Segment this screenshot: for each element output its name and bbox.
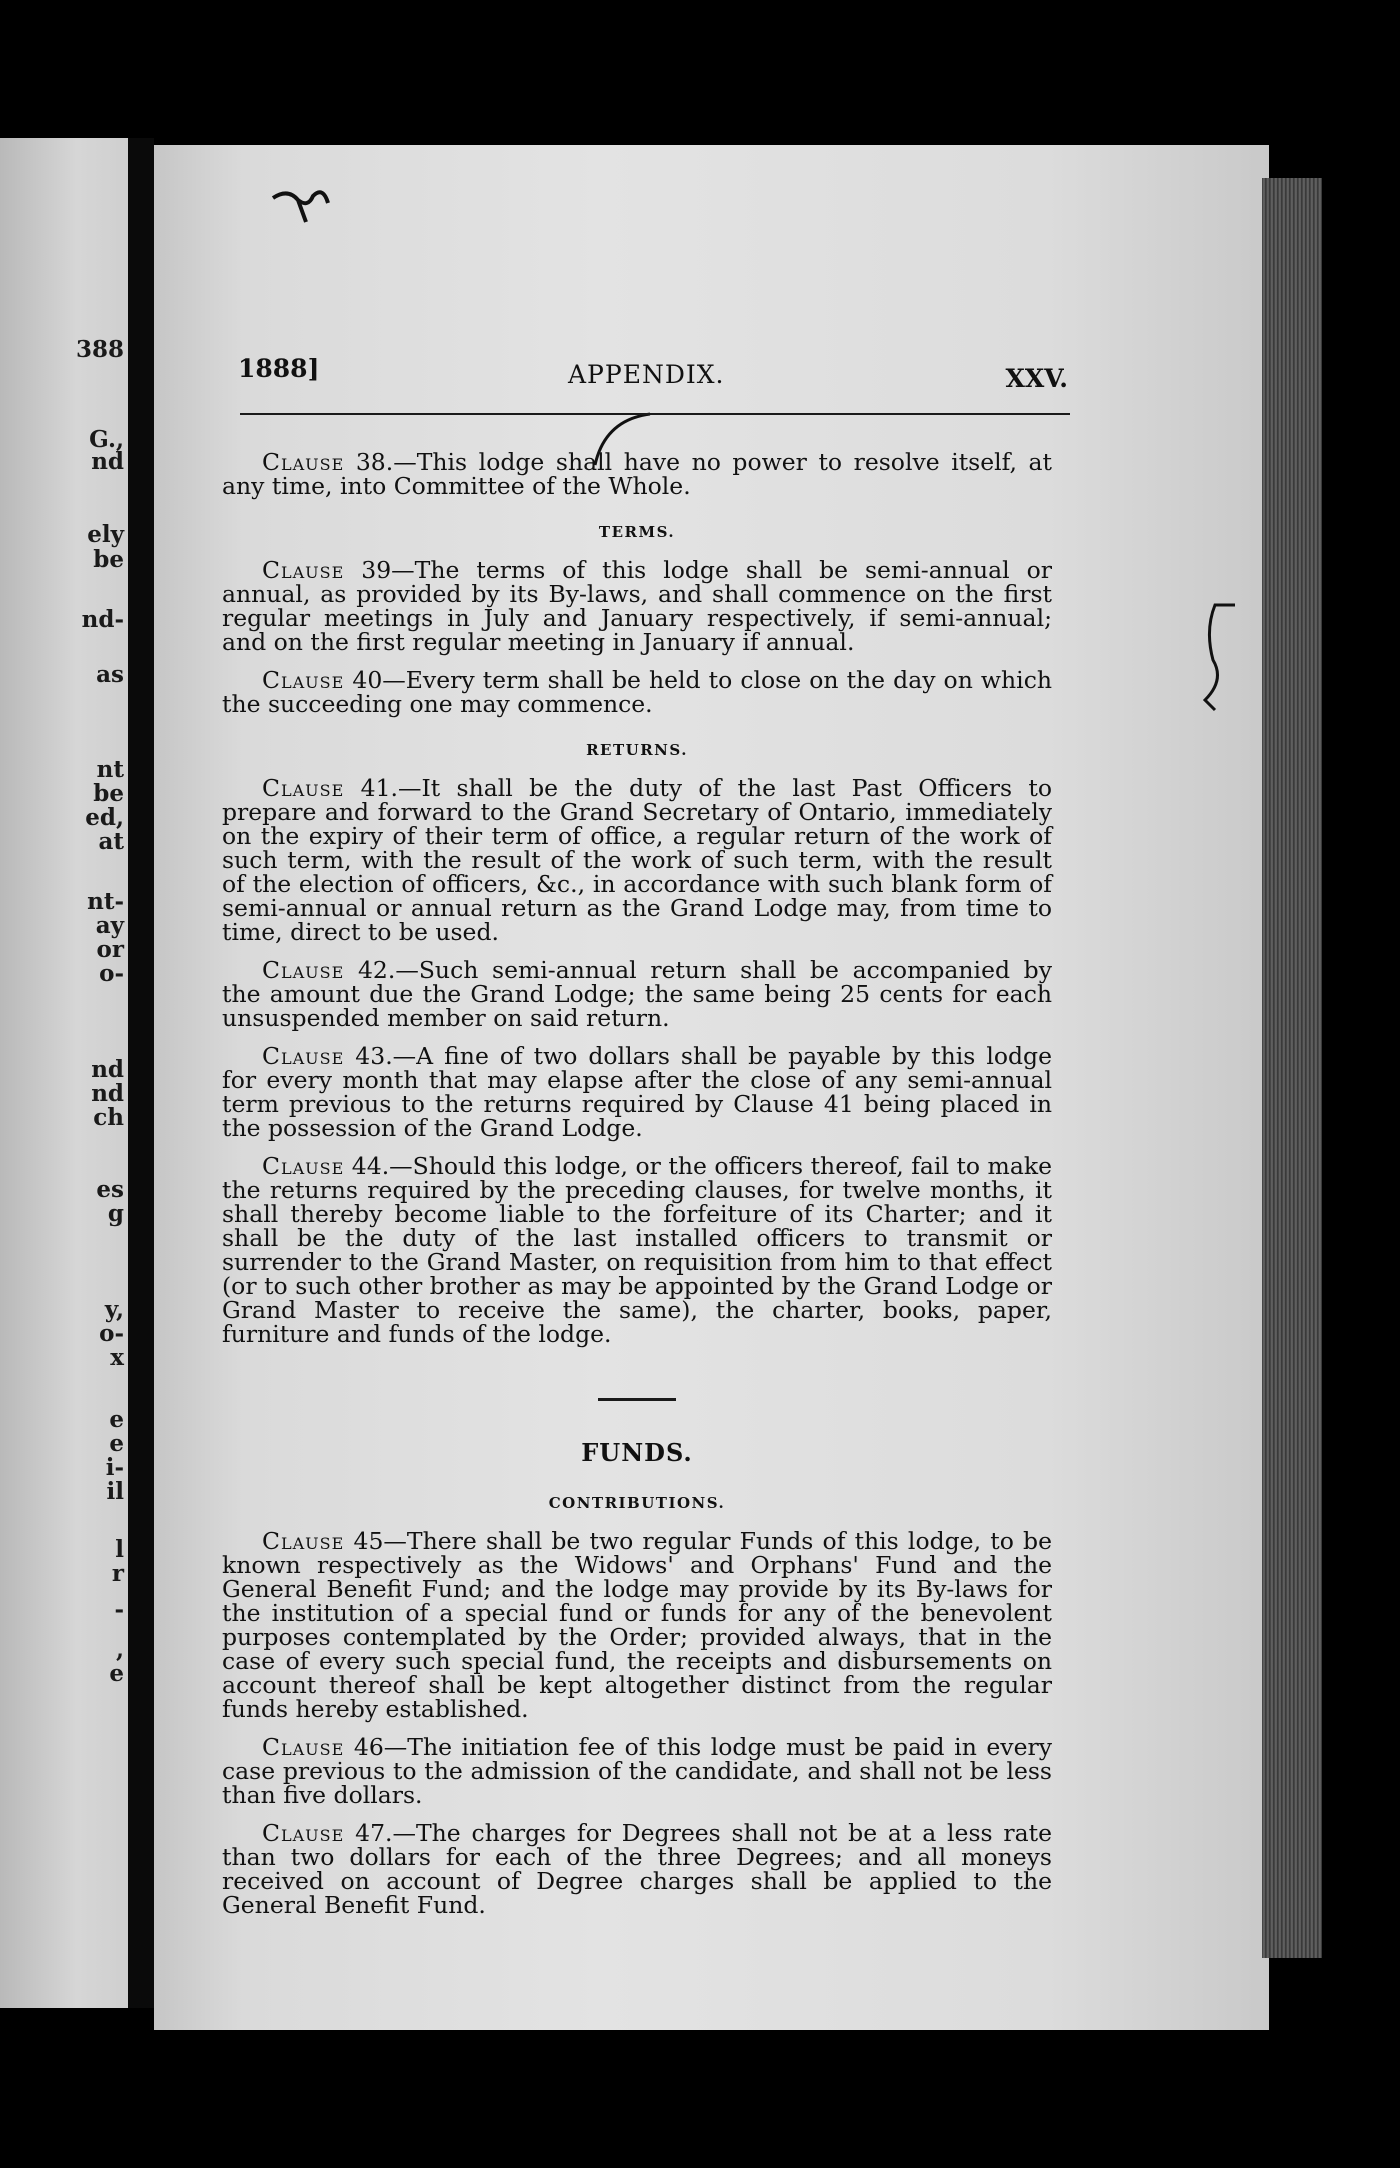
left-page-text: e — [109, 1406, 124, 1433]
clause-text: 44.—Should this lodge, or the officers thereof, fail to make the returns required by the preceding clauses, for twelve months, it shall thereby become liable to the forfeiture of its Charter; and it shall be the duty of the last installed officers to transmit or surrender to the Grand Master, on requisition from him to that effect (or to such other brother as may be appointed by the Grand Lodge or Grand Master to receive the same), the charter, books, paper, furniture and funds of the lodge. — [222, 1152, 1052, 1348]
clause-text: 46—The initiation fee of this lodge must be paid in every case previous to the admission of the candidate, and shall not be less than five dollars. — [222, 1733, 1052, 1809]
clause-paragraph — [222, 558, 1052, 654]
left-page-text: ay — [95, 912, 124, 939]
clause-text: 45—There shall be two regular Funds of this lodge, to be known respectively as the Widows' and Orphans' Fund and the General Benefit Fund; and the lodge may provide by its By-laws for the institution of a special fund or funds for any of the benevolent purposes contemplated by the Order; provided always, that in the case of every such special fund, the receipts and disbursements on account thereof shall be kept altogether distinct from the regular funds hereby established. — [222, 1527, 1052, 1723]
left-page-text: r — [111, 1560, 124, 1587]
clause-paragraph — [222, 1044, 1052, 1140]
clause-text: 47.—The charges for Degrees shall not be at a less rate than two dollars for each of the three Degrees; and all moneys received on account of Degree charges shall be applied to the General Benefit Fund. — [222, 1819, 1052, 1919]
clause-text: 43.—A fine of two dollars shall be payable by this lodge for every month that may elapse after the close of any semi-annual term previous to the returns required by Clause 41 being placed in the possession of the Grand Lodge. — [222, 1042, 1052, 1142]
left-page-text: as — [96, 661, 124, 688]
page-edge — [1262, 178, 1322, 1958]
page-body — [222, 450, 1052, 1931]
header-year: 1888] — [238, 354, 320, 383]
left-page-text: or — [96, 936, 124, 963]
clause-paragraph — [222, 450, 1052, 498]
returns-clauses — [222, 776, 1052, 1346]
clause-paragraph — [222, 1735, 1052, 1807]
left-page-text: be — [93, 546, 124, 573]
clause-text: 38.—This lodge shall have no power to resolve itself, at any time, into Committee of the Whole. — [222, 448, 1052, 500]
left-page-text: nd- — [81, 606, 124, 633]
funds-clauses — [222, 1529, 1052, 1917]
clause-paragraph — [222, 1821, 1052, 1917]
section-divider — [598, 1398, 676, 1401]
left-page-text: at — [98, 828, 124, 855]
left-page-text: il — [106, 1478, 124, 1505]
left-page-text: be — [93, 780, 124, 807]
left-page-text: x — [110, 1344, 124, 1371]
left-page-text: 388 — [75, 336, 124, 363]
left-page-text: e — [109, 1430, 124, 1457]
page-header — [238, 354, 1068, 394]
clause-label: Clause — [262, 774, 345, 802]
left-page-text: nt — [96, 756, 124, 783]
left-page-text: - — [114, 1596, 124, 1623]
clause-text: 39—The terms of this lodge shall be semi-annual or annual, as provided by its By-laws, and shall commence on the first regular meetings in July and January respectively, if semi-annual; and on the first regular meeting in January if annual. — [222, 556, 1052, 656]
left-page-text: g — [107, 1200, 124, 1227]
left-page-fragment — [0, 138, 128, 2008]
left-page-text: nt- — [87, 888, 124, 915]
header-rule — [240, 413, 1070, 415]
contributions-heading: CONTRIBUTIONS. — [548, 1494, 726, 1512]
returns-heading: RETURNS. — [586, 741, 688, 759]
clause-label: Clause — [262, 1819, 345, 1847]
left-page-text: l — [115, 1536, 124, 1563]
clause-text: 40—Every term shall be held to close on the day on which the succeeding one may commence. — [222, 666, 1052, 718]
left-page-text: ely — [87, 521, 124, 548]
clause-label: Clause — [262, 1152, 345, 1180]
clause-label: Clause — [262, 956, 345, 984]
clause-paragraph — [222, 776, 1052, 944]
left-page-text: ch — [93, 1104, 124, 1131]
clause-label: Clause — [262, 1733, 345, 1761]
left-page-text: o- — [99, 1320, 124, 1347]
clause-label: Clause — [262, 1527, 345, 1555]
header-page-number: XXV. — [1005, 364, 1068, 393]
clause-label: Clause — [262, 1042, 345, 1070]
clause-text: 42.—Such semi-annual return shall be accompanied by the amount due the Grand Lodge; the same being 25 cents for each unsuspended member on said return. — [222, 956, 1052, 1032]
book-gutter — [128, 138, 154, 2008]
left-page-text: , — [115, 1636, 124, 1663]
clause-paragraph — [222, 668, 1052, 716]
clause-label: Clause — [262, 556, 345, 584]
left-page-text: nd — [91, 1056, 124, 1083]
clause-paragraph — [222, 958, 1052, 1030]
left-page-text: y, — [104, 1296, 124, 1323]
clause-label: Clause — [262, 448, 345, 476]
left-page-text: o- — [99, 960, 124, 987]
pen-mark-top — [268, 178, 358, 228]
terms-clauses — [222, 558, 1052, 716]
left-page-text: e — [109, 1660, 124, 1687]
clause-paragraph — [222, 1529, 1052, 1721]
clause-label: Clause — [262, 666, 345, 694]
pen-mark-margin — [1195, 600, 1255, 720]
funds-heading: FUNDS. — [581, 1438, 693, 1467]
left-page-text: i- — [105, 1454, 124, 1481]
clause-paragraph — [222, 1154, 1052, 1346]
left-page-text: G., — [89, 426, 124, 453]
left-page-text: nd — [91, 1080, 124, 1107]
terms-heading: TERMS. — [598, 523, 676, 541]
clause-text: 41.—It shall be the duty of the last Past Officers to prepare and forward to the Grand Secretary of Ontario, immediately on the expiry of their term of office, a regular return of the work of such term, with the result of the work of such term, with the result of the election of officers, &c., in accordance with such blank form of semi-annual or annual return as the Grand Lodge may, from time to time, direct to be used. — [222, 774, 1052, 946]
header-title: APPENDIX. — [568, 360, 725, 389]
left-page-text: es — [96, 1176, 124, 1203]
left-page-text: ed, — [85, 804, 124, 831]
clauses-top — [222, 450, 1052, 498]
left-page-text: nd — [91, 448, 124, 475]
